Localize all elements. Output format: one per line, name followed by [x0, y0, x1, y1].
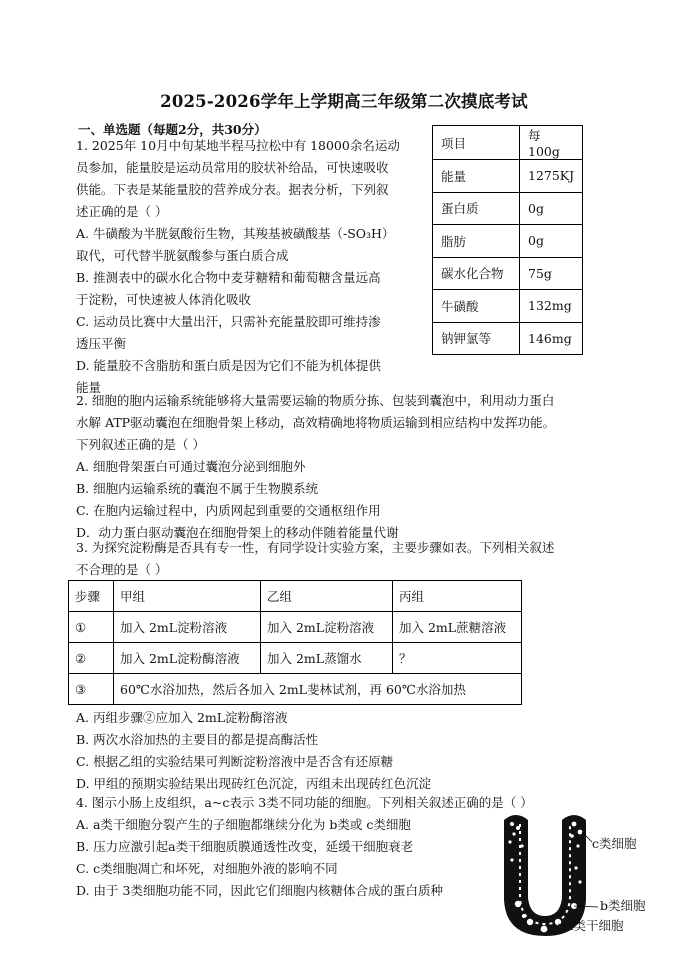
cell-spot: [527, 919, 533, 925]
cell-spot: [570, 834, 574, 838]
table-cell: 碳水化合物: [433, 257, 520, 290]
label-c-cells: c类细胞: [592, 836, 637, 851]
cell-spot: [520, 844, 523, 847]
table-header-cell: 丙组: [393, 581, 522, 612]
table-row: [433, 126, 583, 160]
table-header-cell: 甲组: [114, 581, 261, 612]
q1-line: 透压平衡: [76, 336, 127, 351]
q2-line: 水解 ATP驱动囊泡在细胞骨架上移动，高效精确地将物质运输到相应结构中发挥功能。: [76, 415, 556, 430]
table-row: [433, 192, 583, 225]
q3-option-d: D. 甲组的预期实验结果出现砖红色沉淀，丙组未出现砖红色沉淀: [76, 776, 432, 791]
cell-spot: [512, 832, 515, 835]
q1-option-a: A. 牛磺酸为半胱氨酸衍生物，其羧基被磺酸基（-SO₃H）: [76, 226, 395, 241]
q2-line: 2. 细胞的胞内运输系统能够将大量需要运输的物质分拣、包装到囊泡中，利用动力蛋白: [76, 393, 555, 408]
table-cell: 75g: [520, 257, 583, 290]
table-cell: ①: [69, 612, 114, 643]
cell-spot: [510, 822, 514, 826]
q1-option-d: D. 能量胶不含脂肪和蛋白质是因为它们不能为机体提供: [76, 358, 382, 373]
table-cell: 加入 2mL蒸馏水: [261, 643, 393, 674]
table-cell: 60℃水浴加热，然后各加入 2mL斐林试剂，再 60℃水浴加热: [114, 674, 522, 705]
table-cell: ②: [69, 643, 114, 674]
table-cell: 1275KJ: [520, 160, 583, 193]
q1-line: 供能。下表是某能量胶的营养成分表。据表分析，下列叙: [76, 182, 389, 197]
table-cell: 脂肪: [433, 225, 520, 258]
table-header-cell: 乙组: [261, 581, 393, 612]
q1-line: 取代，可代替半胱氨酸参与蛋白质合成: [76, 248, 289, 263]
q2-option-a: A. 细胞骨架蛋白可通过囊泡分泌到细胞外: [76, 459, 306, 474]
table-cell: 牛磺酸: [433, 290, 520, 323]
cell-spot: [516, 826, 520, 830]
table-cell: 加入 2mL蔗糖溶液: [393, 612, 522, 643]
table-cell: 蛋白质: [433, 192, 520, 225]
q4-option-b: B. 压力应激引起a类干细胞质膜通透性改变，延缓干细胞衰老: [76, 839, 414, 854]
q1-line: 述正确的是（ ）: [76, 204, 168, 219]
q3-option-c: C. 根据乙组的实验结果可判断淀粉溶液中是否含有还原糖: [76, 754, 394, 769]
cell-spot: [522, 914, 526, 918]
cell-spot: [578, 880, 581, 883]
cell-spot: [578, 830, 583, 835]
q1-option-b: B. 推测表中的碳水化合物中麦芽糖精和葡萄糖含量远高: [76, 270, 381, 285]
nutrition-table: [432, 125, 583, 355]
table-row: [433, 290, 583, 323]
q3-option-b: B. 两次水浴加热的主要目的都是提高酶活性: [76, 732, 319, 747]
exam-title: 2025-2026学年上学期高三年级第二次摸底考试: [160, 92, 528, 111]
q1-line: 员参加，能量胶是运动员常用的胶状补给品，可快速吸收: [76, 160, 389, 175]
q3-line: 3. 为探究淀粉酶是否具有专一性，有同学设计实验方案，主要步骤如表。下列相关叙述: [76, 540, 555, 555]
table-cell: 加入 2mL淀粉溶液: [261, 612, 393, 643]
q2-option-c: C. 在胞内运输过程中，内质网起到重要的交通枢纽作用: [76, 503, 381, 518]
q1-line: 于淀粉，可快速被人体消化吸收: [76, 292, 252, 307]
table-row: [69, 612, 522, 643]
label-b-cells: b类细胞: [600, 898, 646, 913]
q4-option-d: D. 由于 3类细胞功能不同，因此它们细胞内核糖体合成的蛋白质种: [76, 883, 443, 898]
table-row: [433, 322, 583, 355]
q4-line: 4. 图示小肠上皮组织，a~c表示 3类不同功能的细胞。下列相关叙述正确的是（ ）: [76, 795, 533, 810]
table-cell: 加入 2mL淀粉酶溶液: [114, 643, 261, 674]
table-cell: ？: [393, 643, 522, 674]
q1-option-c: C. 运动员比赛中大量出汗，只需补充能量胶即可维持渗: [76, 314, 381, 329]
table-cell: ③: [69, 674, 114, 705]
table-row: [69, 643, 522, 674]
q2-option-d: D．动力蛋白驱动囊泡在细胞骨架上的移动伴随着能量代谢: [76, 525, 399, 540]
cell-spot: [515, 901, 521, 907]
table-row: [69, 674, 522, 705]
q4-option-a: A. a类干细胞分裂产生的子细胞都继续分化为 b类或 c类细胞: [76, 817, 411, 832]
table-cell: 项目: [433, 126, 520, 160]
cell-spot: [541, 926, 548, 933]
q2-line: 下列叙述正确的是（ ）: [76, 437, 205, 452]
q3-line: 不合理的是（ ）: [76, 562, 168, 577]
q1-line: 1. 2025年 10月中旬某地半程马拉松中有 18000余名运动: [76, 138, 400, 153]
table-cell: 每 100g: [520, 126, 583, 160]
cell-spot: [508, 840, 511, 843]
q2-option-b: B. 细胞内运输系统的囊泡不属于生物膜系统: [76, 481, 319, 496]
table-cell: 0g: [520, 192, 583, 225]
table-cell: 0g: [520, 225, 583, 258]
table-header-cell: 步骤: [69, 581, 114, 612]
cell-spot: [572, 822, 577, 827]
table-row: [433, 160, 583, 193]
table-cell: 能量: [433, 160, 520, 193]
table-row: [433, 225, 583, 258]
section-heading: 一、单选题（每题2分，共30分）: [78, 122, 267, 137]
q1-line: 能量: [76, 380, 102, 395]
cell-spot: [510, 858, 513, 861]
cell-spot: [574, 866, 577, 869]
table-cell: 146mg: [520, 322, 583, 355]
table-header-row: [69, 581, 522, 612]
q3-option-a: A. 丙组步骤②应加入 2mL淀粉酶溶液: [76, 710, 288, 725]
cell-spot: [576, 844, 579, 847]
label-a-stem-cells: a类干细胞: [566, 918, 624, 933]
q4-option-c: C. c类细胞凋亡和坏死，对细胞外液的影响不同: [76, 861, 338, 876]
table-cell: 132mg: [520, 290, 583, 323]
table-row: [433, 257, 583, 290]
table-cell: 加入 2mL淀粉溶液: [114, 612, 261, 643]
table-cell: 钠钾氯等: [433, 322, 520, 355]
experiment-table: [68, 580, 522, 705]
